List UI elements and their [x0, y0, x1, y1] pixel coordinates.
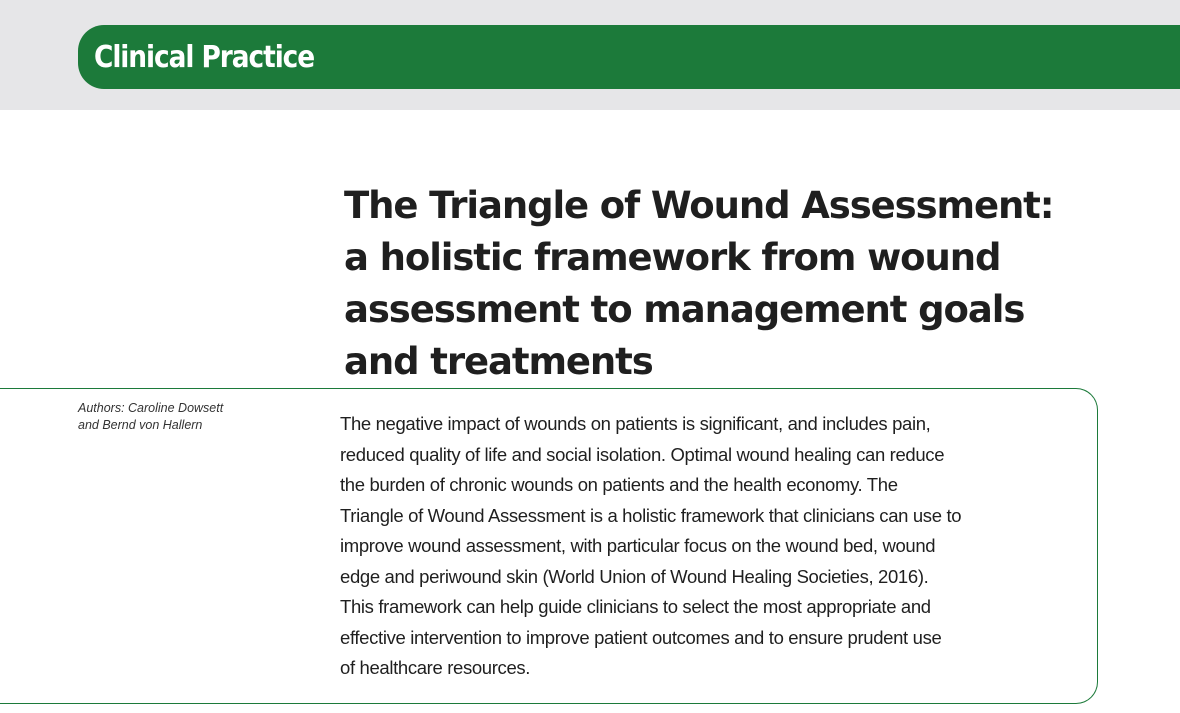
authors-line: and Bernd von Hallern	[78, 418, 203, 432]
section-title: Clinical Practice	[94, 39, 315, 75]
article-title-line: a holistic framework from wound	[344, 236, 1001, 279]
abstract-text	[340, 409, 1080, 684]
abstract-line: the burden of chronic wounds on patients and the health economy. The	[340, 474, 898, 495]
abstract-line: effective intervention to improve patient outcomes and to ensure prudent use	[340, 626, 942, 648]
authors-line: Authors: Caroline Dowsett	[78, 401, 224, 415]
abstract-line: Triangle of Wound Assessment is a holistic framework that clinicians can use to	[340, 504, 962, 526]
section-banner	[78, 25, 1180, 89]
abstract-line: reduced quality of life and social isolation. Optimal wound healing can reduce	[340, 443, 945, 465]
abstract-line: improve wound assessment, with particular focus on the wound bed, wound	[340, 535, 936, 556]
abstract-line: edge and periwound skin (World Union of Wound Healing Societies, 2016).	[340, 565, 929, 587]
article-title	[344, 180, 1144, 388]
article-title-line: assessment to management goals	[344, 288, 1025, 331]
abstract-line: The negative impact of wounds on patients is significant, and includes pain,	[340, 413, 931, 434]
article-title-line: The Triangle of Wound Assessment:	[344, 184, 1054, 227]
article-title-line: and treatments	[344, 340, 653, 383]
abstract-line: of healthcare resources.	[340, 657, 531, 678]
abstract-line: This framework can help guide clinicians to select the most appropriate and	[340, 596, 931, 617]
authors-byline	[78, 400, 298, 434]
